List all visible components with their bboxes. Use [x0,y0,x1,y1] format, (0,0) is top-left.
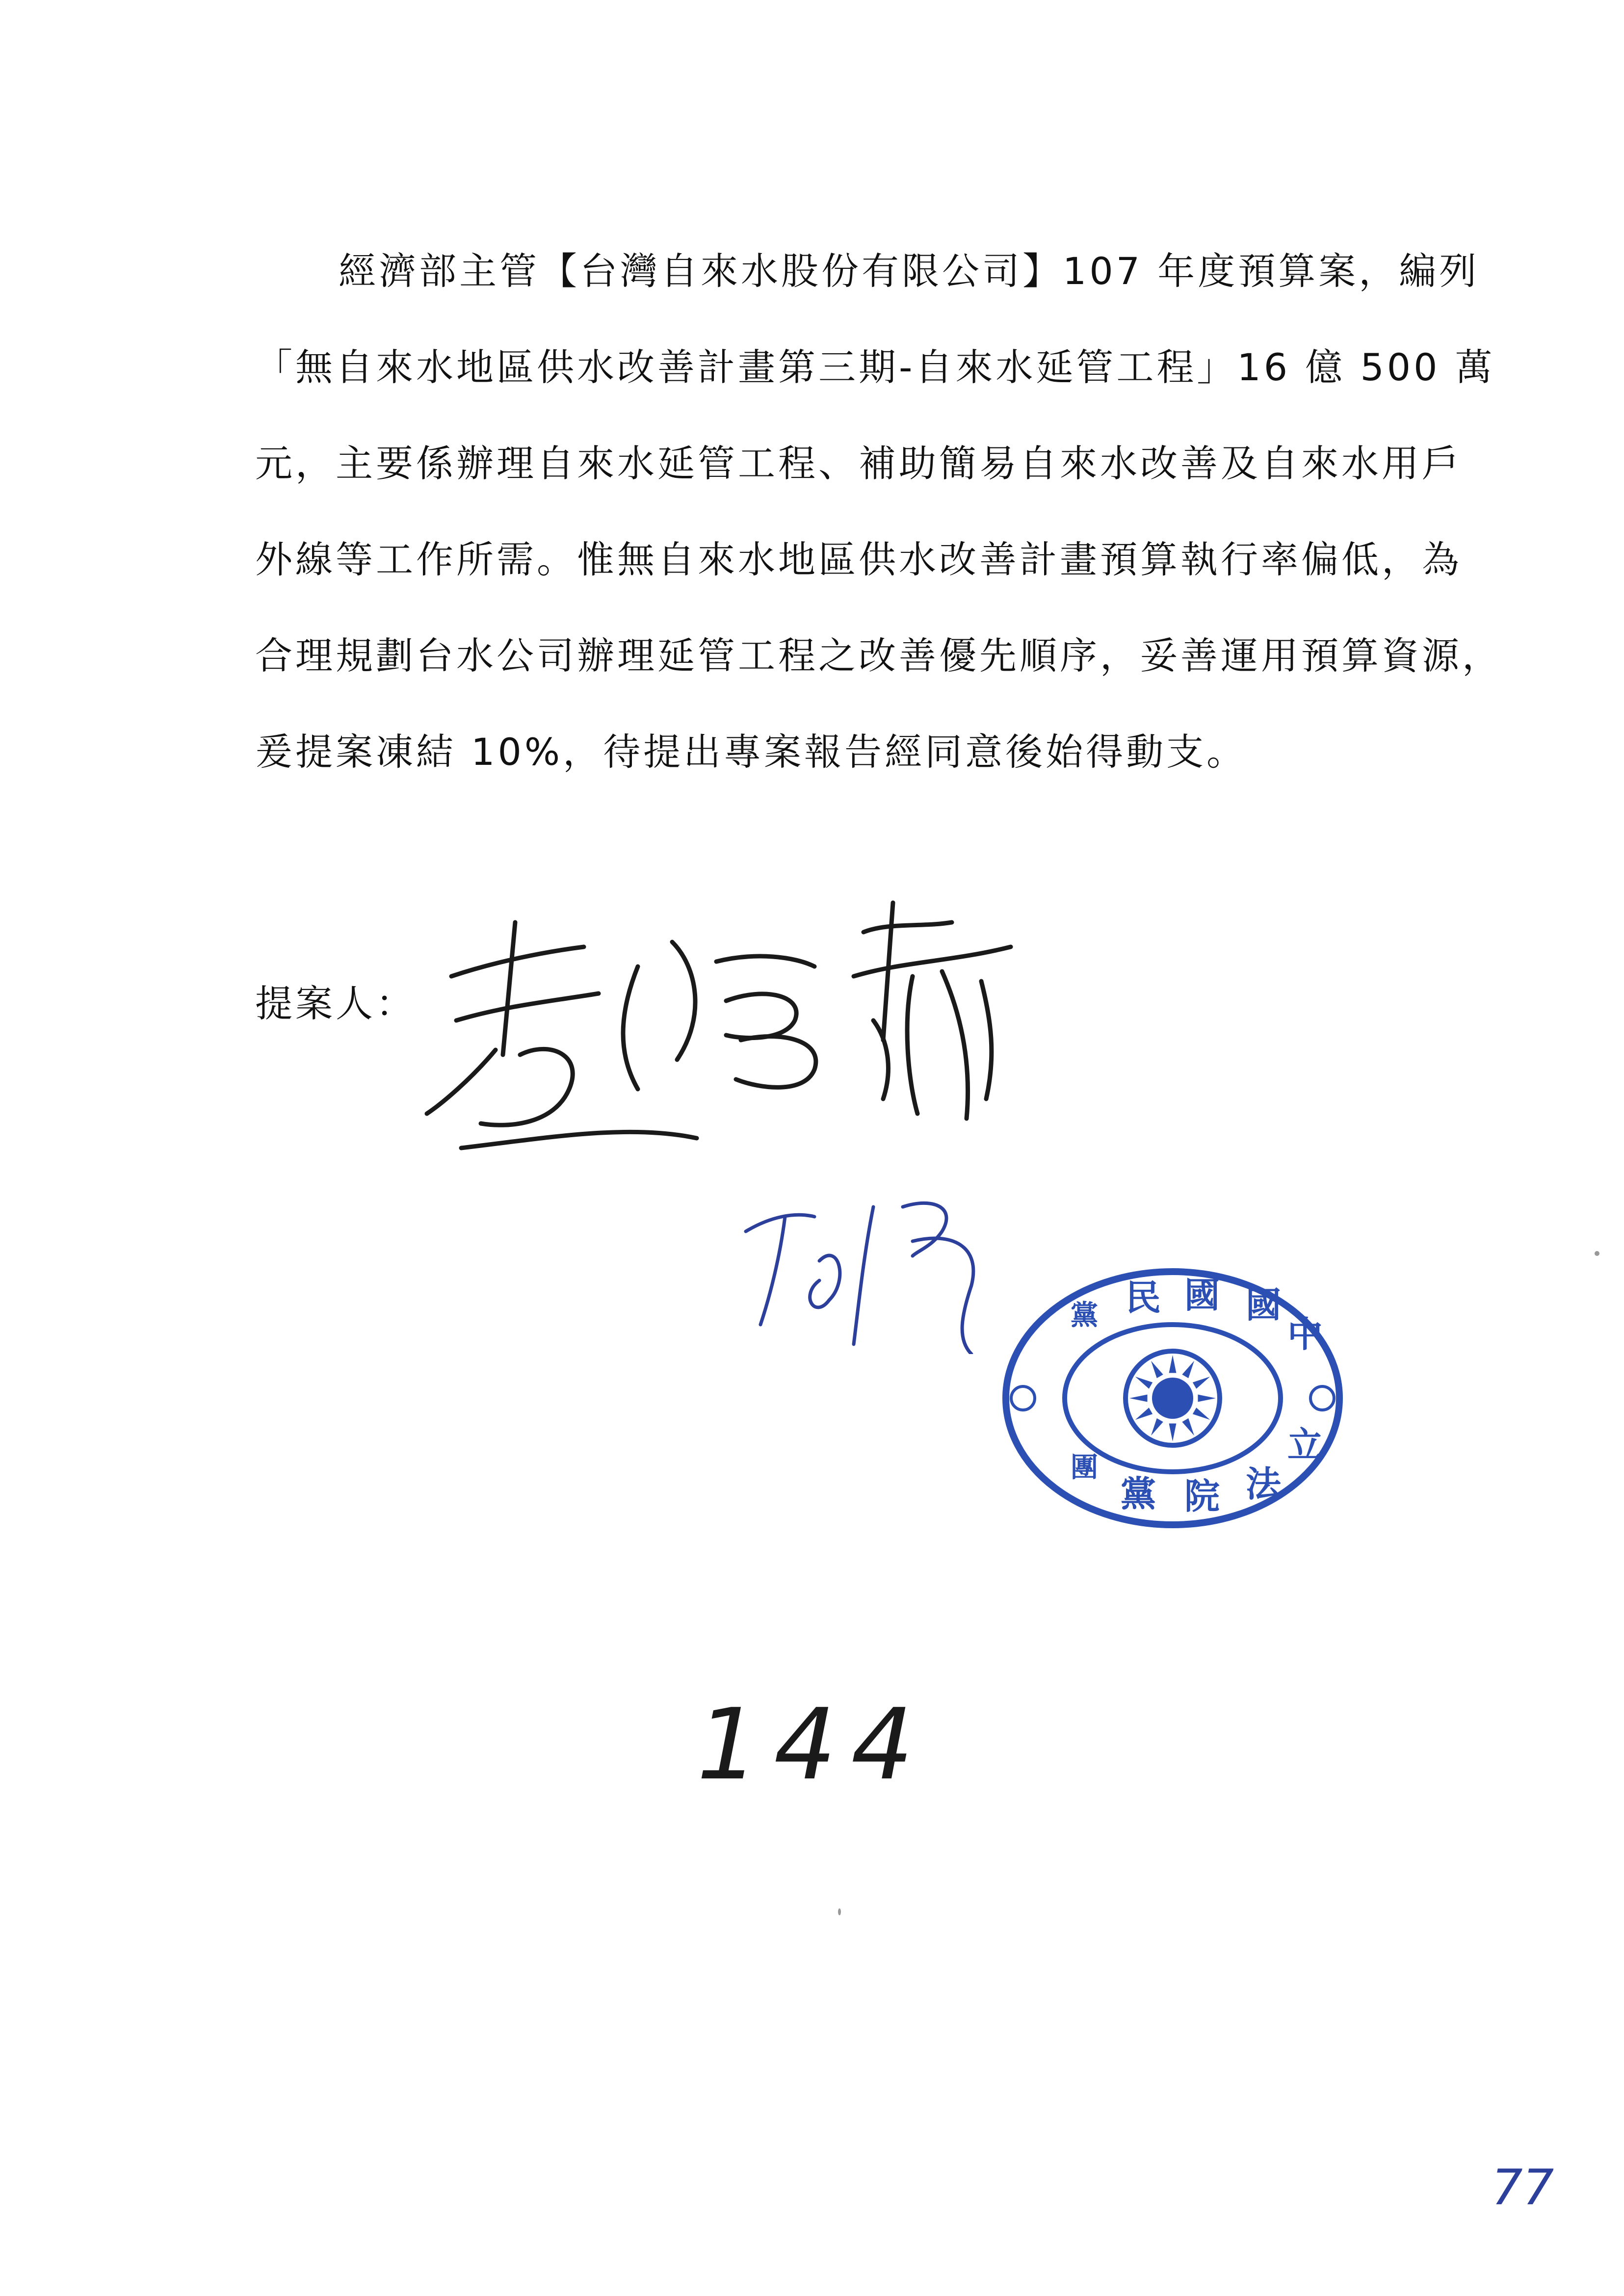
seal-sun-ray [1182,1361,1194,1378]
svg-text:國: 國 [1184,1274,1220,1316]
svg-text:院: 院 [1184,1475,1220,1517]
svg-text:中: 中 [1287,1313,1323,1355]
seal-sun-ray [1169,1423,1177,1441]
handwritten-initials [726,1177,1030,1354]
svg-text:民: 民 [1125,1277,1161,1318]
seal-sun-ray [1198,1395,1216,1402]
party-seal [996,1261,1349,1536]
svg-text:黨: 黨 [1071,1299,1098,1331]
seal-sun-ray [1135,1408,1153,1420]
seal-sun-ray [1129,1395,1148,1402]
scan-speck [1595,1251,1599,1256]
seal-sun-ray [1151,1361,1163,1378]
handwritten-corner-number: 77 [1492,2159,1554,2216]
seal-sun-ray [1193,1408,1210,1420]
svg-text:黨: 黨 [1120,1473,1156,1514]
svg-text:國: 國 [1245,1284,1282,1326]
scan-speck [838,1908,841,1915]
svg-text:立: 立 [1287,1424,1323,1465]
seal-sun-ray [1182,1418,1194,1435]
paragraph-line: 「無自來水地區供水改善計畫第三期-自來水延管工程」16 億 500 萬 [255,345,1495,389]
proposal-paragraph [255,223,1502,800]
seal-sun-ray [1151,1418,1163,1435]
paragraph-line: 元，主要係辦理自來水延管工程、補助簡易自來水改善及自來水用戶 [255,442,1462,485]
paragraph-line: 爰提案凍結 10%，待提出專案報告經同意後始得動支。 [255,730,1247,774]
paragraph-line: 經濟部主管【台灣自來水股份有限公司】107 年度預算案，編列 [339,249,1480,293]
svg-text:法: 法 [1245,1463,1282,1505]
proposer-label: 提案人： [255,982,416,1025]
svg-text:團: 團 [1071,1451,1098,1484]
paragraph-line: 外線等工作所需。惟無自來水地區供水改善計畫預算執行率偏低，為 [255,538,1462,581]
seal-sun-ray [1193,1377,1210,1389]
paragraph-line: 合理規劃台水公司辦理延管工程之改善優先順序，妥善運用預算資源， [255,634,1502,678]
handwritten-page-number: 144 [697,1688,928,1802]
seal-sun-ray [1169,1355,1177,1373]
handwritten-signature [422,893,1040,1168]
seal-sun-ray [1135,1377,1153,1389]
